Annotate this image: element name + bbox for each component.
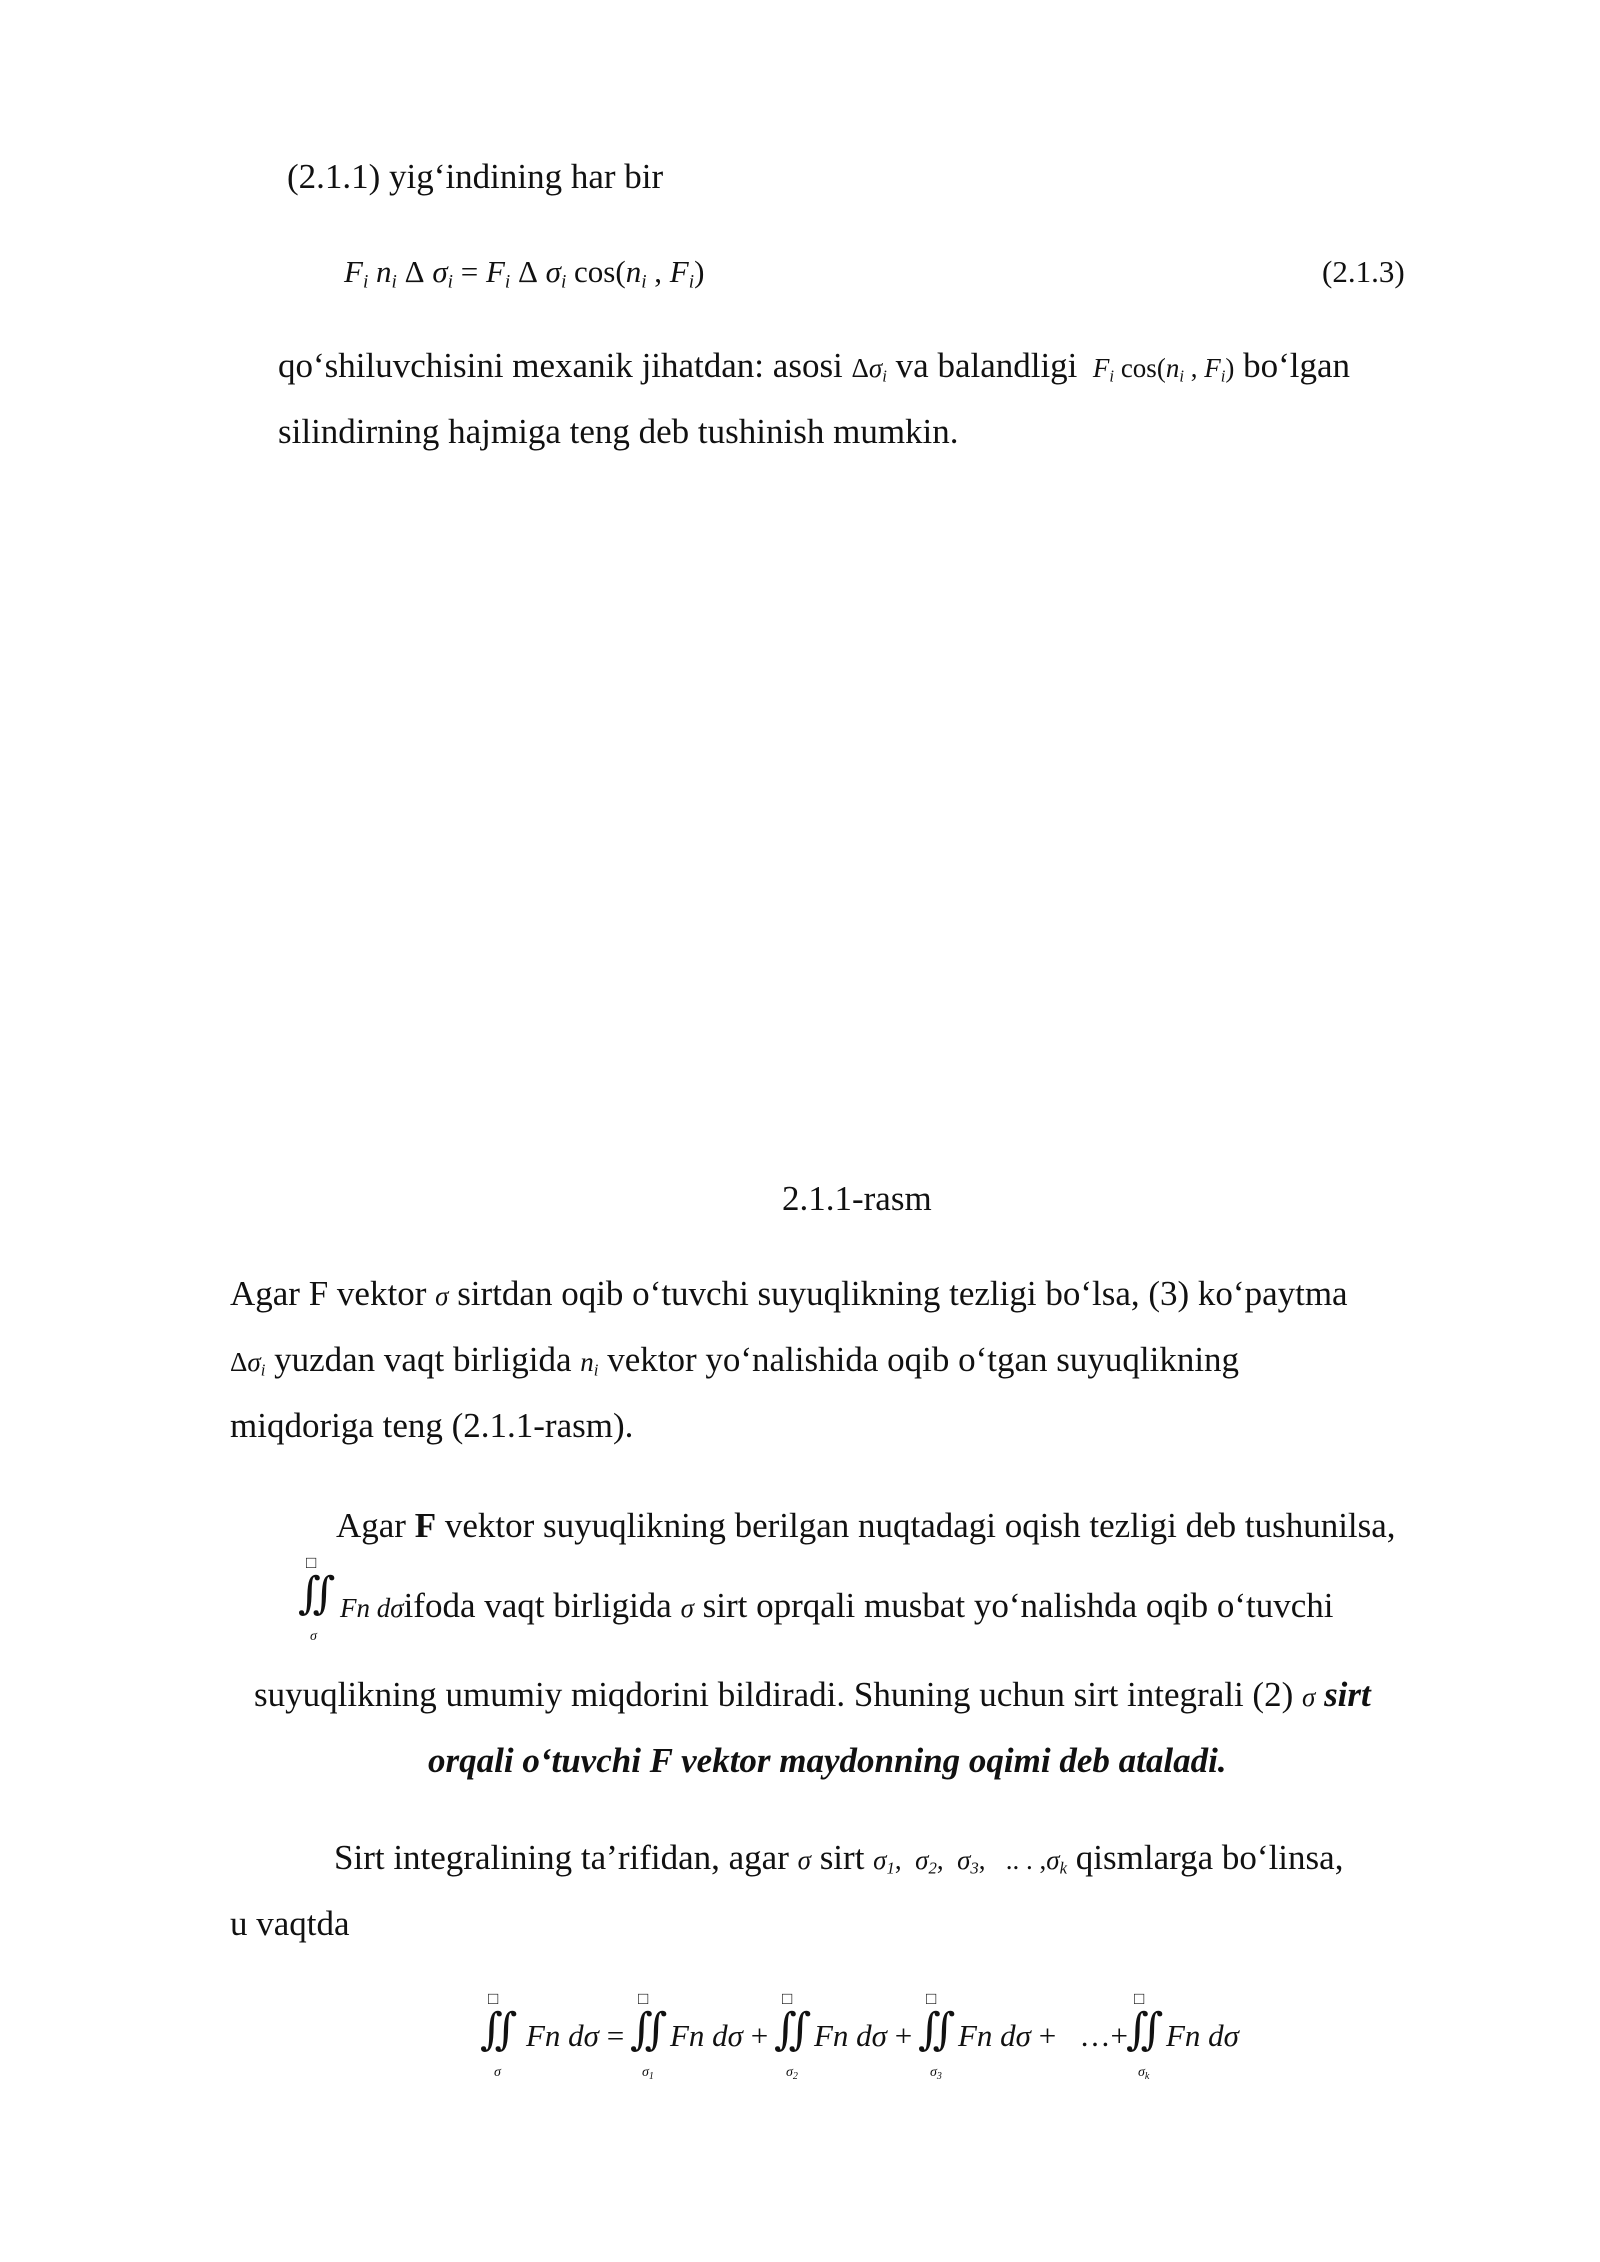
math-delta-sigma: $\Delta\sigma_i$: [851, 353, 887, 386]
text-segment: sirt oprqali musbat yo‘nalishda oqib o‘tuvchi: [702, 1586, 1334, 1625]
paragraph-velocity-line2: [230, 1338, 1239, 1393]
double-integral-sigma-2: [774, 1990, 814, 2090]
math-term: Fn dσ: [1166, 2018, 1239, 2053]
math-delta-sigma: $\Delta\sigma_i$: [230, 1347, 266, 1380]
bold-vector-f: F: [414, 1506, 437, 1545]
text-segment: vektor suyuqlikning berilgan nuqtadagi oqish tezligi deb tushunilsa,: [444, 1506, 1396, 1545]
text-segment: sirtdan oqib o‘tuvchi suyuqlikning tezligi bo‘lsa, (3) ko‘paytma: [457, 1274, 1348, 1313]
placeholder-box-icon: □: [306, 1553, 317, 1572]
double-integral-sigma: [480, 1990, 520, 2090]
double-integral-sigma-1: [630, 1990, 670, 2090]
math-term: Fn dσ + …+: [958, 2018, 1128, 2053]
text-segment: Sirt integralining ta’rifidan, agar: [334, 1838, 789, 1877]
integral-limit: $\sigma_2$: [786, 2065, 798, 2082]
text-segment: vektor yo‘nalishida oqib o‘tgan suyuqlikning: [607, 1340, 1240, 1379]
math-sigma: σ: [680, 1593, 694, 1623]
integral-limit: σ: [310, 1629, 317, 1644]
equation-2-1-3: $F_i$ $n_i$ Δ $\sigma_i = F_i$ Δ $\sigma_i$ $\cos(n_i$ , $F_i$): [344, 254, 705, 293]
text-segment: yuzdan vaqt birligida: [274, 1340, 572, 1379]
math-sigma: σ: [435, 1281, 449, 1311]
math-sigma: σ: [797, 1845, 811, 1875]
equation-number: (2.1.3): [1322, 254, 1405, 289]
bold-italic-term: sirt: [1324, 1675, 1371, 1714]
double-integral-icon: ∬: [630, 2005, 668, 2054]
placeholder-box-icon: □: [782, 1989, 793, 2008]
placeholder-box-icon: □: [1134, 1989, 1145, 2008]
integral-sum-equation: [480, 1990, 1260, 2100]
double-integral-sigma-3: [918, 1990, 958, 2090]
integral-limit: $\sigma_k$: [1138, 2065, 1150, 2082]
paragraph-intro: (2.1.1) yig‘indining har bir: [287, 157, 664, 196]
text-segment: bo‘lgan: [1243, 346, 1351, 385]
double-integral-icon: ∬: [480, 2005, 518, 2054]
paragraph-partition-line2: u vaqtda: [230, 1904, 350, 1943]
figure-caption: 2.1.1-rasm: [782, 1179, 932, 1218]
integral-limit: $\sigma_3$: [930, 2065, 942, 2082]
placeholder-box-icon: □: [638, 1989, 649, 2008]
paragraph-velocity-line3: miqdoriga teng (2.1.1-rasm).: [230, 1406, 634, 1445]
double-integral-icon: ∬: [774, 2005, 812, 2054]
paragraph-partition-line1: [334, 1836, 1343, 1891]
paragraph-velocity-line1: [230, 1272, 1348, 1318]
math-term: Fn dσ +: [814, 2018, 913, 2053]
text-segment: suyuqlikning umumiy miqdorini bildiradi. Shuning uchun sirt integrali (2): [254, 1675, 1294, 1714]
math-fn-dsigma: Fn dσ: [340, 1593, 404, 1623]
integral-limit: σ: [494, 2065, 501, 2080]
double-integral-sigma-k: [1126, 1990, 1166, 2090]
math-term: Fn dσ +: [670, 2018, 769, 2053]
text-segment: Agar F vektor: [230, 1274, 427, 1313]
placeholder-box-icon: □: [926, 1989, 937, 2008]
bold-italic-definition: orqali o‘tuvchi F vektor maydonning oqimi deb ataladi.: [428, 1741, 1227, 1780]
placeholder-box-icon: □: [488, 1989, 499, 2008]
paragraph-flux-line1: [336, 1504, 1396, 1548]
text-segment: Agar: [336, 1506, 406, 1545]
math-sigma-list: $\sigma_1$, $\sigma_2$, $\sigma_3$, .. . $,\sigma_k$: [873, 1845, 1068, 1878]
paragraph-mechanical-line2: silindirning hajmiga teng deb tushinish mumkin.: [278, 412, 959, 451]
text-segment: qismlarga bo‘linsa,: [1075, 1838, 1344, 1877]
double-integral-icon: ∬: [918, 2005, 956, 2054]
double-integral-icon: ∬: [298, 1569, 336, 1618]
paragraph-flux-line2: [340, 1584, 1334, 1630]
double-integral-icon: ∬: [1126, 2005, 1164, 2054]
paragraph-flux-line3: [254, 1673, 1371, 1719]
text-segment: va balandligi: [895, 346, 1078, 385]
text-segment: sirt: [819, 1838, 865, 1877]
paragraph-mechanical: [278, 344, 1350, 399]
math-sigma: σ: [1301, 1682, 1316, 1712]
math-n-i: $n_i$: [580, 1347, 599, 1380]
math-height-expression: $F_i$ $\cos(n_i$ , $F_i$): [1086, 353, 1235, 386]
paragraph-flux-definition: [428, 1739, 1227, 1783]
text-segment: ifoda vaqt birligida: [403, 1586, 672, 1625]
integral-limit: $\sigma_1$: [642, 2065, 654, 2082]
text-segment: qo‘shiluvchisini mexanik jihatdan: asosi: [278, 346, 843, 385]
math-term: Fn dσ =: [526, 2018, 625, 2053]
